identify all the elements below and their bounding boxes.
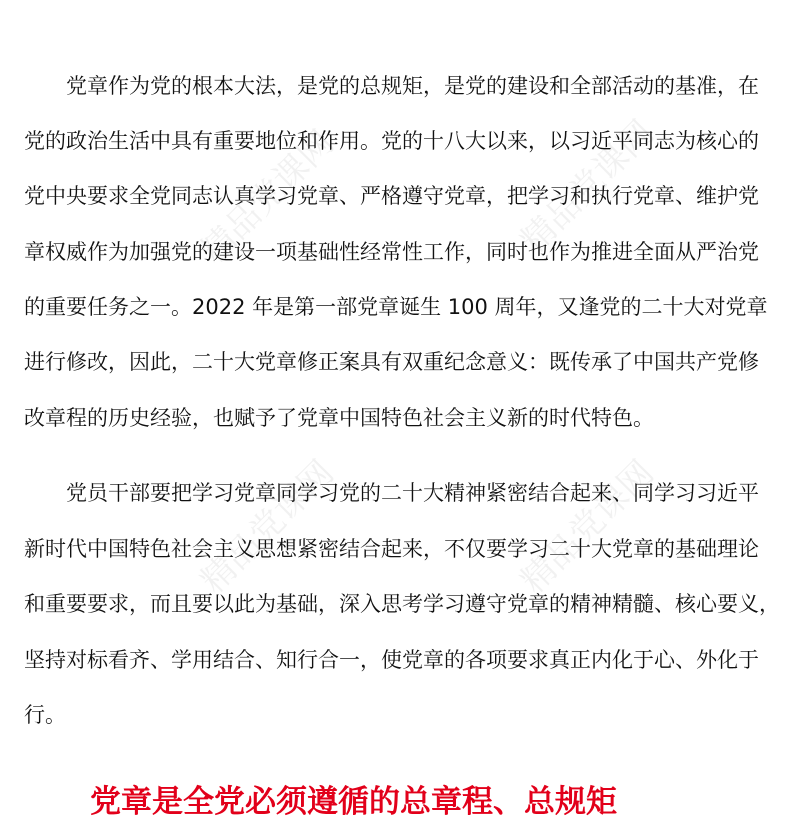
paragraph-line: 坚持对标看齐、学用结合、知行合一，使党章的各项要求真正内化于心、外化于 [24, 648, 759, 672]
paragraph-line: 进行修改，因此，二十大党章修正案具有双重纪念意义：既传承了中国共产党修 [24, 350, 759, 374]
paragraph-line: 党的政治生活中具有重要地位和作用。党的十八大以来，以习近平同志为核心的 [24, 129, 759, 153]
paragraph-line: 党员干部要把学习党章同学习党的二十大精神紧密结合起来、同学习习近平 [66, 481, 759, 505]
watermark: 精品党课网 [193, 452, 342, 602]
paragraph-line: 新时代中国特色社会主义思想紧密结合起来，不仅要学习二十大党章的基础理论 [24, 537, 759, 561]
paragraph-line: 党中央要求全党同志认真学习党章、严格遵守党章，把学习和执行党章、维护党 [24, 184, 759, 208]
watermark: 精品党课网 [513, 112, 662, 262]
paragraph-line: 的重要任务之一。2022 年是第一部党章诞生 100 周年，又逢党的二十大对党章 [24, 295, 768, 319]
watermark: 精品党课网 [513, 452, 662, 602]
paragraph-line: 行。 [24, 703, 66, 727]
watermark: 精品党课网 [193, 122, 342, 272]
paragraph-line: 和重要要求，而且要以此为基础，深入思考学习遵守党章的精神精髓、核心要义， [24, 592, 780, 616]
paragraph-line: 党章作为党的根本大法，是党的总规矩，是党的建设和全部活动的基准，在 [66, 74, 759, 98]
section-heading: 党章是全党必须遵循的总章程、总规矩 [90, 784, 617, 820]
paragraph-line: 章权威作为加强党的建设一项基础性经常性工作，同时也作为推进全面从严治党 [24, 240, 759, 264]
paragraph-line: 改章程的历史经验，也赋予了党章中国特色社会主义新的时代特色。 [24, 406, 654, 430]
